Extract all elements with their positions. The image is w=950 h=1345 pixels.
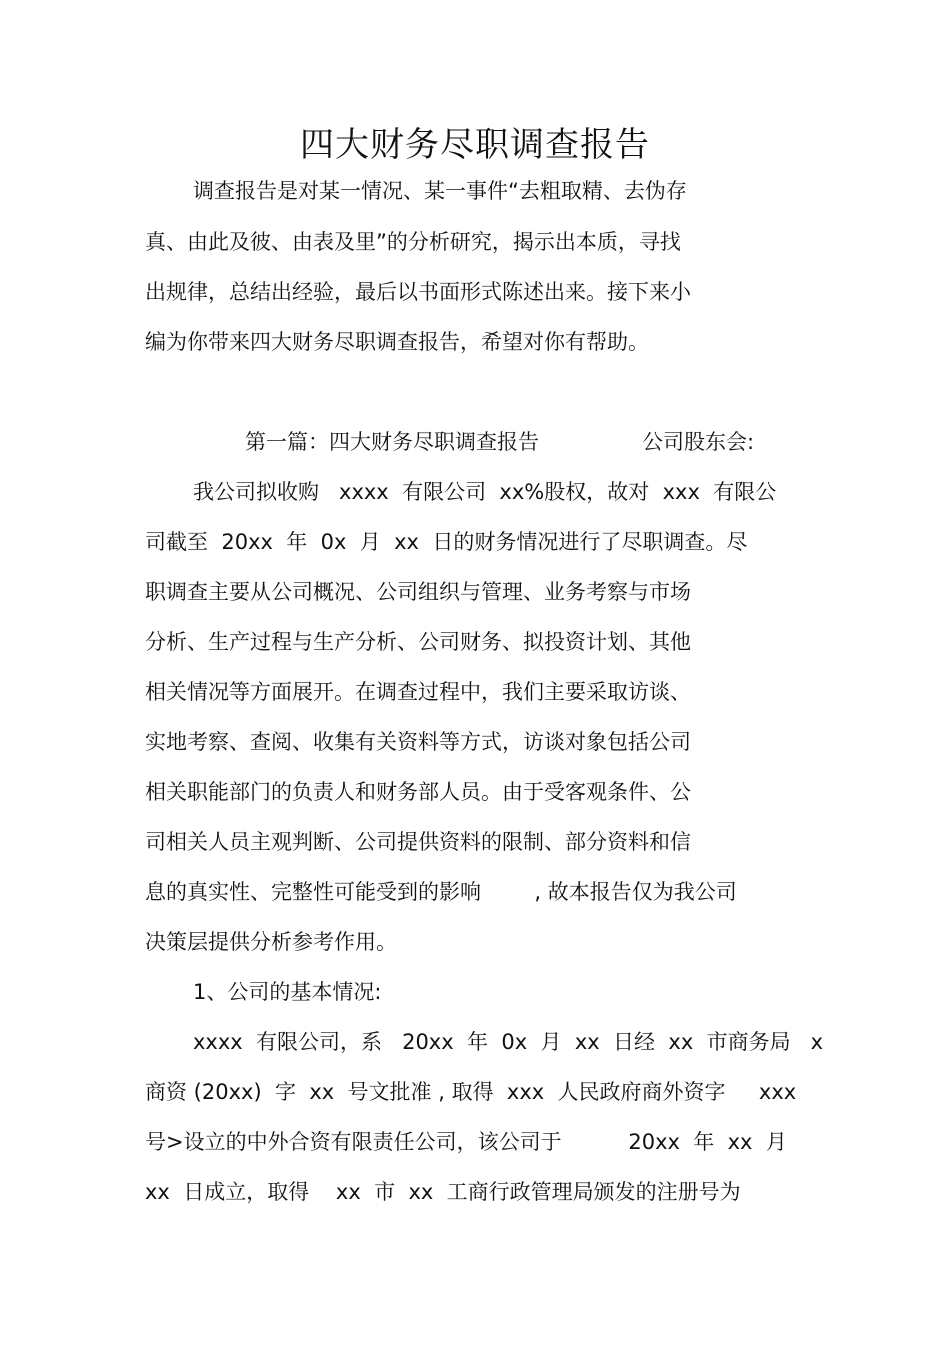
item1-line: 号>设立的中外合资有限责任公司，该公司于 20xx 年 xx 月 [145, 1130, 787, 1154]
body-line: 司截至 20xx 年 0x 月 xx 日的财务情况进行了尽职调查。尽 [145, 530, 748, 554]
body-line: 我公司拟收购 xxxx 有限公司 xx%股权，故对 xxx 有限公 [193, 480, 777, 504]
intro-line: 编为你带来四大财务尽职调查报告，希望对你有帮助。 [145, 330, 649, 354]
body-line: 分析、生产过程与生产分析、公司财务、拟投资计划、其他 [145, 630, 691, 654]
salutation: 公司股东会: [642, 430, 755, 454]
body-line: 决策层提供分析参考作用。 [145, 930, 397, 954]
intro-line: 真、由此及彼、由表及里”的分析研究，揭示出本质，寻找 [145, 230, 681, 254]
body-line: 相关职能部门的负责人和财务部人员。由于受客观条件、公 [145, 780, 691, 804]
document-title: 四大财务尽职调查报告 [300, 125, 650, 165]
body-line: 司相关人员主观判断、公司提供资料的限制、部分资料和信 [145, 830, 691, 854]
body-line: 实地考察、查阅、收集有关资料等方式，访谈对象包括公司 [145, 730, 691, 754]
intro-line: 出规律，总结出经验，最后以书面形式陈述出来。接下来小 [145, 280, 691, 304]
body-line: 息的真实性、完整性可能受到的影响 , 故本报告仅为我公司 [145, 880, 737, 904]
item1-line: 商资 (20xx) 字 xx 号文批准 , 取得 xxx 人民政府商外资字 xxx [145, 1080, 797, 1104]
body-line: 相关情况等方面展开。在调查过程中，我们主要采取访谈、 [145, 680, 691, 704]
section-heading: 第一篇：四大财务尽职调查报告 [245, 430, 539, 454]
intro-line: 调查报告是对某一情况、某一事件“去粗取精、去伪存 [193, 179, 687, 203]
item1-line: xx 日成立，取得 xx 市 xx 工商行政管理局颁发的注册号为 [145, 1180, 741, 1204]
item1-heading: 1、公司的基本情况: [193, 980, 382, 1004]
body-line: 职调查主要从公司概况、公司组织与管理、业务考察与市场 [145, 580, 691, 604]
item1-line: xxxx 有限公司，系 20xx 年 0x 月 xx 日经 xx 市商务局 x [193, 1030, 824, 1054]
